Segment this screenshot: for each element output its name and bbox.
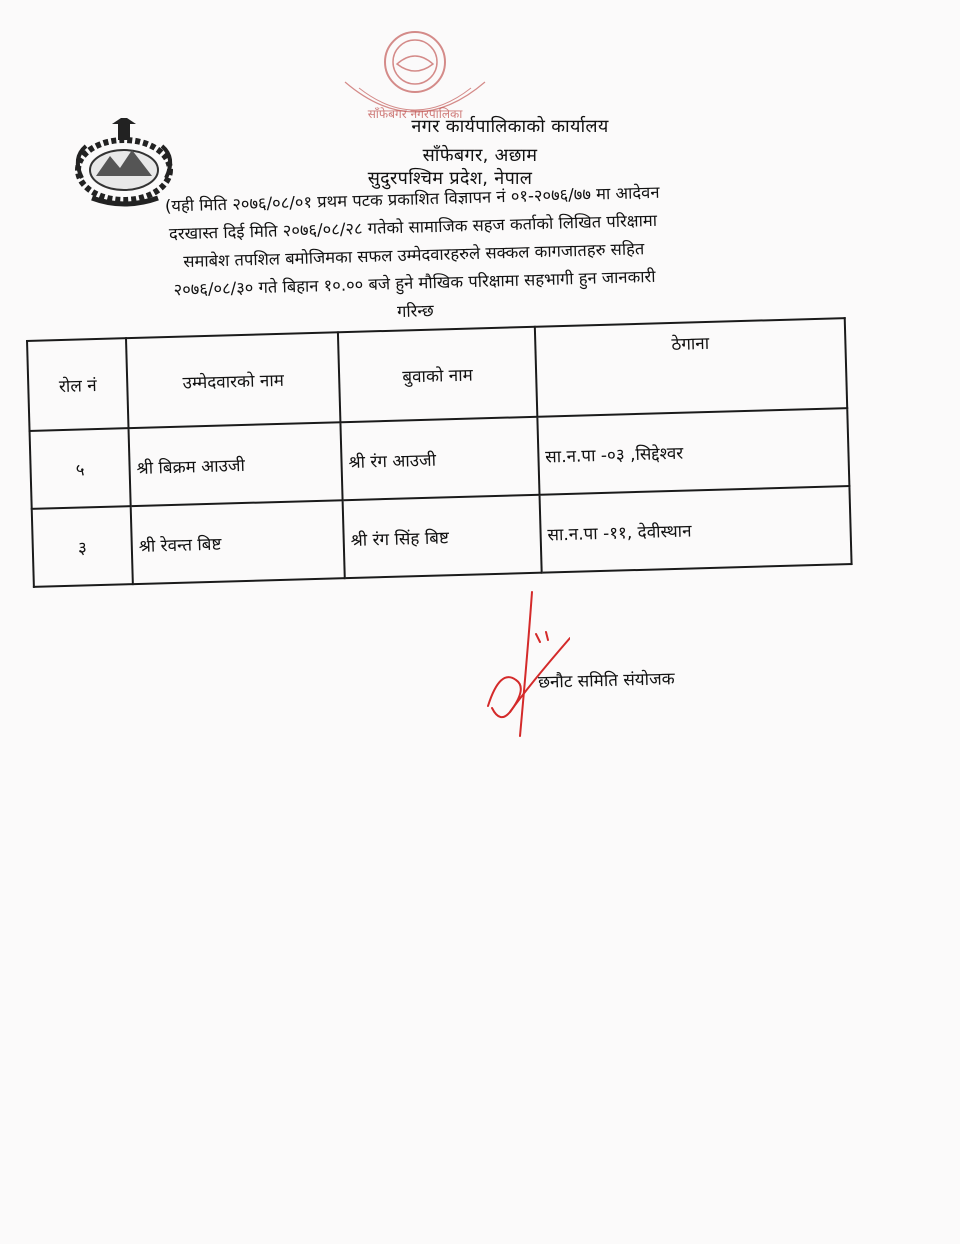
office-province: सुदुरपश्चिम प्रदेश, नेपाल xyxy=(367,168,533,189)
cell-roll: ५ xyxy=(30,428,131,509)
cell-father-name: श्री रंग सिंह बिष्ट xyxy=(343,495,542,578)
notice-paragraph xyxy=(42,175,786,336)
header-candidate-name: उम्मेदवारको नाम xyxy=(126,332,340,428)
cell-roll: ३ xyxy=(32,506,133,587)
svg-text:साँफेबगर नगरपालिका: साँफेबगर नगरपालिका xyxy=(367,107,463,121)
cell-candidate-name: श्री बिक्रम आउजी xyxy=(129,422,343,506)
office-title: नगर कार्यपालिकाको कार्यालय xyxy=(411,116,609,137)
cell-candidate-name: श्री रेवन्त बिष्ट xyxy=(131,500,345,584)
office-location: साँफेबगर, अछाम xyxy=(422,145,538,166)
notice-line: दरखास्त दिई मिति २०७६/०८/२८ गतेको सामाजिक सहज कर्ताको लिखित परिक्षामा xyxy=(168,210,658,244)
header-roll-no: रोल नं xyxy=(27,338,128,431)
signature-label: छनौट समिति संयोजक xyxy=(537,669,675,693)
notice-line: (यही मिति २०७६/०८/०१ प्रथम पटक प्रकाशित विज्ञापन नं ०१-२०७६/७७ मा आदेवन xyxy=(164,182,660,216)
cell-father-name: श्री रंग आउजी xyxy=(340,417,539,500)
notice-line: समाबेश तपशिल बमोजिमका सफल उम्मेदवारहरुले सक्कल कागजातहरु सहित xyxy=(183,239,645,272)
header-father-name: बुवाको नाम xyxy=(338,327,537,422)
signature-mark xyxy=(470,588,570,738)
header-address: ठेगाना xyxy=(535,318,848,417)
candidates-table xyxy=(26,317,853,588)
notice-line: २०७६/०८/३० गते बिहान १०.०० बजे हुने मौखिक परिक्षामा सहभागी हुन जानकारी xyxy=(173,266,656,300)
notice-line: गरिन्छ xyxy=(396,301,434,322)
cell-address: सा.न.पा -११, देवीस्थान xyxy=(539,486,851,573)
cell-address: सा.न.पा -०३ ,सिद्देश्वर xyxy=(537,408,849,495)
